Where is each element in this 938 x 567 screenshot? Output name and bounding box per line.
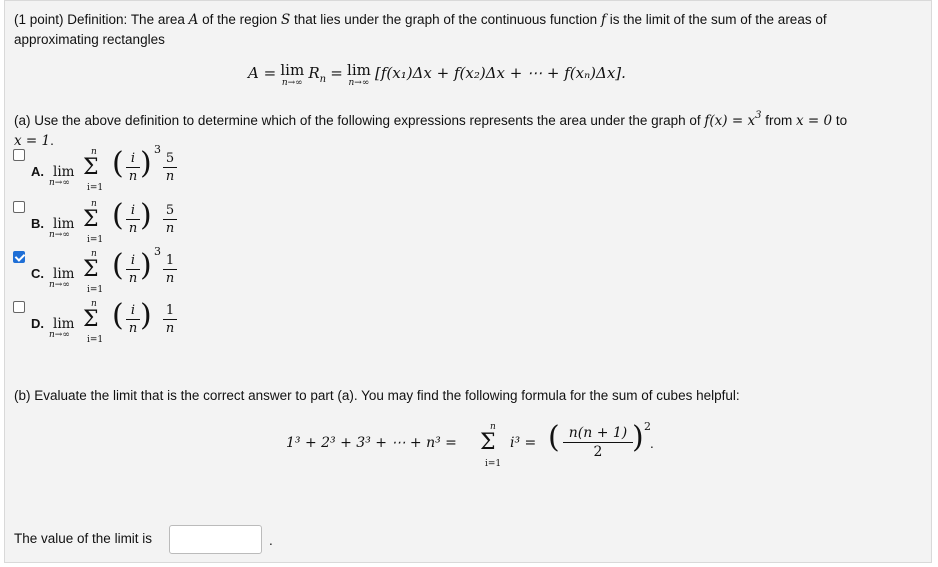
option-fraction: i n bbox=[126, 151, 140, 184]
option-right-fraction: 1 n bbox=[163, 253, 177, 286]
option-left-paren: ( bbox=[112, 146, 124, 181]
sum-body: i³ = bbox=[510, 435, 537, 451]
option-sigma: Σ bbox=[83, 155, 99, 180]
sum-lhs: 1³ + 2³ + 3³ + ⋯ + n³ = bbox=[286, 435, 457, 451]
sum-bottom: i=1 bbox=[485, 459, 502, 469]
option-checkbox[interactable] bbox=[13, 251, 25, 263]
option-checkbox[interactable] bbox=[13, 201, 25, 213]
option-right-paren: ) bbox=[140, 248, 152, 283]
option-sum-bottom: i=1 bbox=[87, 335, 104, 345]
option-right-fraction: 1 n bbox=[163, 303, 177, 336]
option-lim: lim bbox=[53, 216, 75, 232]
option-sum-top: n bbox=[91, 199, 97, 209]
option-sum-top: n bbox=[91, 299, 97, 309]
option-power: 3 bbox=[154, 143, 161, 156]
option-lim: lim bbox=[53, 164, 75, 180]
option-right-fraction: 5 n bbox=[163, 151, 177, 184]
answer-input[interactable] bbox=[169, 525, 262, 554]
option-checkbox[interactable] bbox=[13, 149, 25, 161]
option-label: A. bbox=[31, 164, 44, 179]
option-sigma: Σ bbox=[83, 257, 99, 282]
left-paren: ( bbox=[548, 420, 560, 455]
option-left-paren: ( bbox=[112, 298, 124, 333]
option-lim: lim bbox=[53, 266, 75, 282]
option-fraction: i n bbox=[126, 253, 140, 286]
option-fraction: i n bbox=[126, 203, 140, 236]
option-sigma: Σ bbox=[83, 307, 99, 332]
option-label: B. bbox=[31, 216, 44, 231]
option-right-paren: ) bbox=[140, 146, 152, 181]
sum-period: . bbox=[650, 436, 654, 451]
option-sum-top: n bbox=[91, 147, 97, 157]
option-left-paren: ( bbox=[112, 198, 124, 233]
option-checkbox[interactable] bbox=[13, 301, 25, 313]
answer-period: . bbox=[269, 533, 273, 548]
problem-panel bbox=[4, 0, 932, 563]
option-lim-under: n→∞ bbox=[49, 280, 70, 290]
intro-text: (1 point) Definition: The area A of the region S that lies under the graph of the continuous function f is the limit of the sum of the areas of approximating rectangles bbox=[14, 12, 827, 47]
answer-label: The value of the limit is bbox=[14, 531, 153, 546]
option-right-fraction: 5 n bbox=[163, 203, 177, 236]
option-sigma: Σ bbox=[83, 207, 99, 232]
option-sum-bottom: i=1 bbox=[87, 285, 104, 295]
right-paren: ) bbox=[632, 420, 644, 455]
option-right-paren: ) bbox=[140, 298, 152, 333]
sum-fraction: n(n + 1) 2 bbox=[563, 425, 633, 460]
part-a-text: (a) Use the above definition to determine which of the following expressions represents the area under the graph of $f(x) = x^3$ from x = 0 to x = 1. bbox=[14, 110, 848, 149]
option-label: D. bbox=[31, 316, 44, 331]
option-sum-bottom: i=1 bbox=[87, 183, 104, 193]
part-b-text: (b) Evaluate the limit that is the correct answer to part (a). You may find the following formula for the sum of cubes helpful: bbox=[14, 388, 740, 403]
option-sum-top: n bbox=[91, 249, 97, 259]
sigma-symbol: Σ bbox=[480, 430, 496, 455]
sum-power: 2 bbox=[644, 420, 651, 433]
option-power: 3 bbox=[154, 245, 161, 258]
option-label: C. bbox=[31, 266, 44, 281]
definition-formula: A = lim n→∞ $R_n = \lim$ n→∞ [f(x₁)Δx + f(x₂)Δx + ⋯ + f(xₙ)Δx]. bbox=[248, 61, 626, 88]
option-lim-under: n→∞ bbox=[49, 178, 70, 188]
option-lim: lim bbox=[53, 316, 75, 332]
option-lim-under: n→∞ bbox=[49, 230, 70, 240]
option-fraction: i n bbox=[126, 303, 140, 336]
option-lim-under: n→∞ bbox=[49, 330, 70, 340]
option-right-paren: ) bbox=[140, 198, 152, 233]
option-left-paren: ( bbox=[112, 248, 124, 283]
sum-top: n bbox=[490, 422, 496, 432]
option-sum-bottom: i=1 bbox=[87, 235, 104, 245]
